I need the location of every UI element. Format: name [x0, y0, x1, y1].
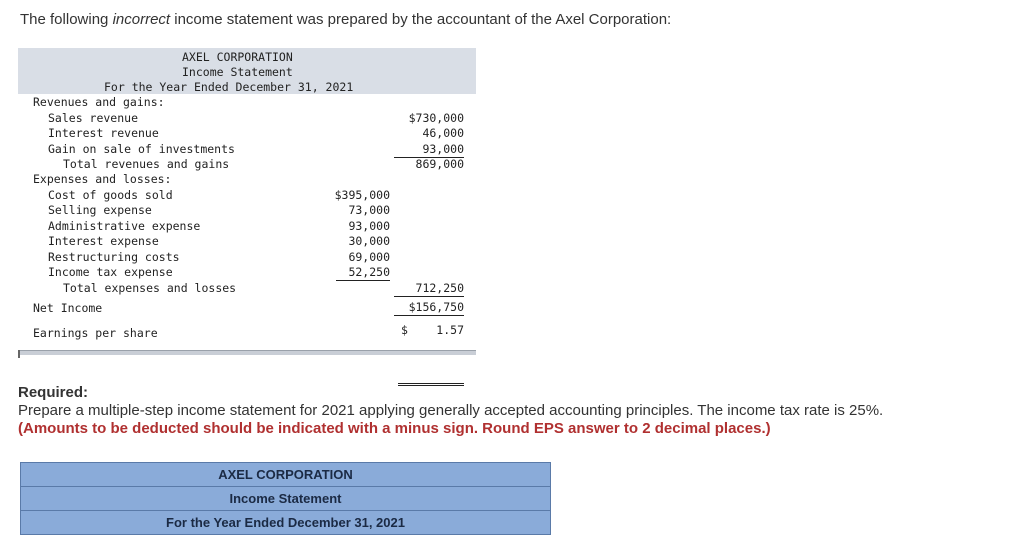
expense-label: Administrative expense	[48, 219, 201, 233]
net-income-label: Net Income	[33, 301, 103, 315]
expense-label: Income tax expense	[48, 265, 173, 279]
expense-amount: 52,250	[336, 265, 390, 281]
statement-bottom-border	[18, 350, 476, 355]
answer-title: Income Statement	[20, 487, 551, 511]
answer-company: AXEL CORPORATION	[20, 462, 551, 487]
intro-after: income statement was prepared by the accountant of the Axel Corporation:	[170, 11, 672, 28]
revenue-amount: $730,000	[408, 111, 464, 125]
expense-amount: $395,000	[334, 188, 390, 202]
total-expenses-amount: 712,250	[394, 281, 464, 297]
expense-amount: 30,000	[348, 234, 390, 248]
eps-label: Earnings per share	[33, 326, 158, 340]
required-note: (Amounts to be deducted should be indicated with a minus sign. Round EPS answer to 2 decimal places.)	[18, 420, 771, 437]
intro-text	[20, 11, 671, 28]
revenue-label: Sales revenue	[48, 111, 139, 125]
expense-label: Selling expense	[48, 203, 152, 217]
total-expenses-label: Total expenses and losses	[63, 281, 237, 295]
expense-amount: 73,000	[348, 203, 390, 217]
incorrect-income-statement	[18, 48, 476, 354]
expense-label: Interest expense	[48, 234, 159, 248]
statement-period: For the Year Ended December 31, 2021	[104, 80, 354, 94]
total-revenues-label: Total revenues and gains	[63, 157, 230, 171]
intro-emphasis: incorrect	[112, 11, 171, 28]
answer-table	[20, 462, 551, 535]
expense-label: Restructuring costs	[48, 250, 180, 264]
revenues-header: Revenues and gains:	[33, 95, 165, 109]
revenue-label: Gain on sale of investments	[48, 142, 235, 156]
required-heading: Required:	[18, 384, 89, 401]
required-section	[18, 384, 883, 438]
revenue-label: Interest revenue	[48, 126, 159, 140]
expenses-header: Expenses and losses:	[33, 172, 172, 186]
total-revenues-amount: 869,000	[415, 157, 464, 171]
statement-corner-mark	[18, 350, 20, 358]
net-income-amount: $156,750	[394, 300, 464, 316]
expense-label: Cost of goods sold	[48, 188, 173, 202]
statement-company: AXEL CORPORATION	[182, 50, 293, 64]
intro-before: The following	[20, 11, 113, 28]
statement-title: Income Statement	[182, 65, 293, 79]
eps-amount: 1.57	[436, 323, 464, 337]
eps-dollar: $	[401, 323, 408, 337]
required-text: Prepare a multiple-step income statement for 2021 applying generally accepted accounting principles. The income tax rate is 25%.	[18, 402, 884, 419]
revenue-amount: 46,000	[422, 126, 464, 140]
answer-period: For the Year Ended December 31, 2021	[20, 511, 551, 535]
expense-amount: 69,000	[348, 250, 390, 264]
expense-amount: 93,000	[348, 219, 390, 233]
revenue-amount: 93,000	[394, 142, 464, 158]
